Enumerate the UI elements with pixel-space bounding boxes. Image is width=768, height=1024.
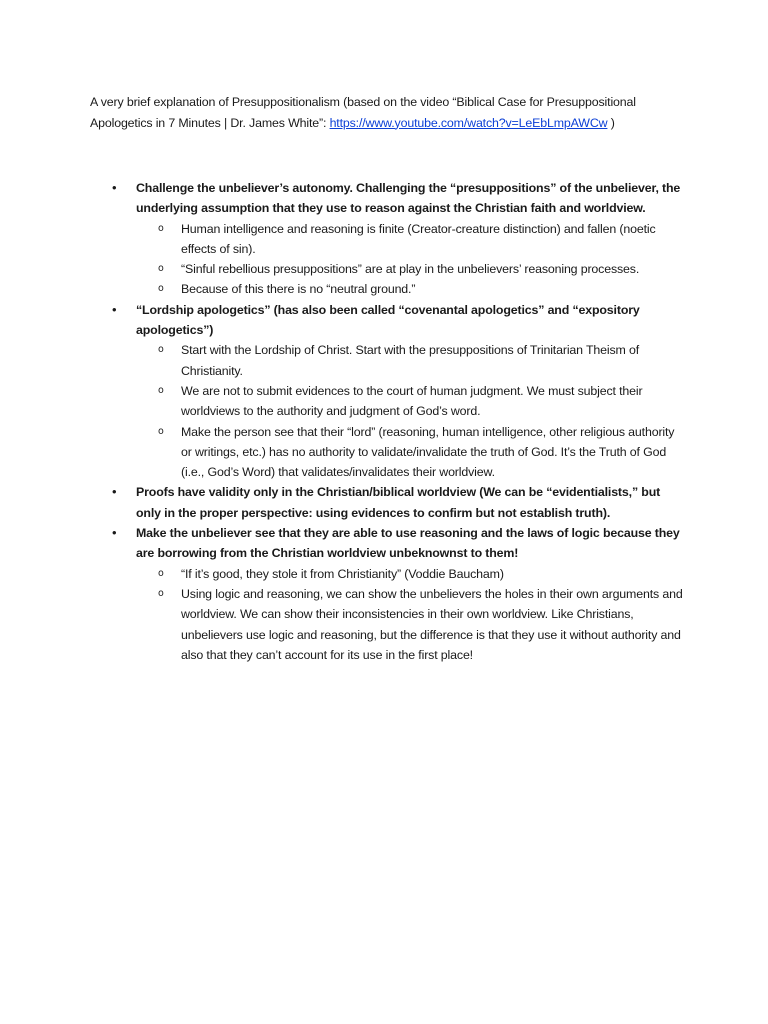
sub-list-item-text: Using logic and reasoning, we can show the unbelievers the holes in their own arguments and worldview. We can show their inconsistencies in their own worldview. Like Christians, unbelievers use logic and reasoning, but the difference is that they use it without authority and also that they can’t account for its use in the first place!	[181, 586, 683, 662]
sub-list-item-text: Start with the Lordship of Christ. Start with the presuppositions of Trinitarian Theism of Christianity.	[181, 343, 640, 378]
intro-paragraph	[90, 92, 690, 133]
list-item	[108, 523, 688, 665]
list-item-text: Challenge the unbeliever’s autonomy. Challenging the “presuppositions” of the unbeliever, the underlying assumption that they use to reason against the Christian faith and worldview.	[136, 181, 681, 216]
sub-list-item-text: Because of this there is no “neutral ground.”	[181, 282, 416, 297]
sub-list-item	[136, 584, 688, 665]
sub-list-item	[136, 219, 688, 260]
bullet-icon: •	[112, 525, 117, 541]
list-item	[108, 300, 688, 483]
sub-list	[136, 340, 688, 482]
list-item-text: Proofs have validity only in the Christian/biblical worldview (We can be “evidentialists,” but only in the proper perspective: using evidences to confirm but not establish truth).	[136, 485, 661, 520]
intro-suffix: )	[607, 115, 615, 130]
sub-list-item	[136, 381, 688, 422]
list-item-text: “Lordship apologetics” (has also been called “covenantal apologetics” and “expository apologetics”)	[136, 302, 640, 338]
sub-list-item	[136, 340, 688, 381]
bullet-list	[108, 178, 688, 665]
sub-list	[136, 564, 688, 665]
circle-bullet-icon: o	[158, 344, 164, 356]
sub-list-item-text: “If it’s good, they stole it from Christianity” (Voddie Baucham)	[181, 566, 504, 581]
sub-list-item-text: Make the person see that their “lord” (reasoning, human intelligence, other religious authority or writings, etc.) has no authority to validate/invalidate the truth of God. It’s the Truth of God (i.e., God’s Word) that validates/invalidates their worldview.	[181, 424, 675, 480]
bullet-icon: •	[112, 180, 117, 195]
list-item	[108, 178, 688, 300]
video-link[interactable]: https://www.youtube.com/watch?v=LeEbLmpAWCw	[329, 115, 608, 130]
sub-list-item-text: We are not to submit evidences to the court of human judgment. We must subject their worldviews to the authority and judgment of God’s word.	[181, 383, 643, 419]
circle-bullet-icon: o	[158, 425, 164, 437]
intro-text: A very brief explanation of Presuppositionalism (based on the video “Biblical Case for Presuppositional Apologetics in 7 Minutes | Dr. James White”:	[90, 95, 636, 130]
sub-list-item	[136, 279, 688, 299]
list-item-text: Make the unbeliever see that they are able to use reasoning and the laws of logic because they are borrowing from the Christian worldview unbeknownst to them!	[136, 526, 680, 561]
circle-bullet-icon: o	[158, 567, 164, 579]
sub-list-item	[136, 564, 688, 584]
circle-bullet-icon: o	[158, 283, 164, 295]
sub-list-item	[136, 259, 688, 279]
circle-bullet-icon: o	[158, 587, 164, 599]
list-item	[108, 482, 688, 523]
sub-list-item-text: Human intelligence and reasoning is finite (Creator-creature distinction) and fallen (noetic effects of sin).	[181, 221, 656, 256]
sub-list-item-text: “Sinful rebellious presuppositions” are at play in the unbelievers’ reasoning processes.	[181, 262, 640, 277]
sub-list-item	[136, 422, 688, 483]
circle-bullet-icon: o	[158, 263, 164, 275]
bullet-icon: •	[112, 484, 117, 500]
circle-bullet-icon: o	[158, 384, 164, 396]
bullet-icon: •	[112, 301, 117, 317]
sub-list	[136, 219, 688, 300]
circle-bullet-icon: o	[158, 222, 164, 234]
